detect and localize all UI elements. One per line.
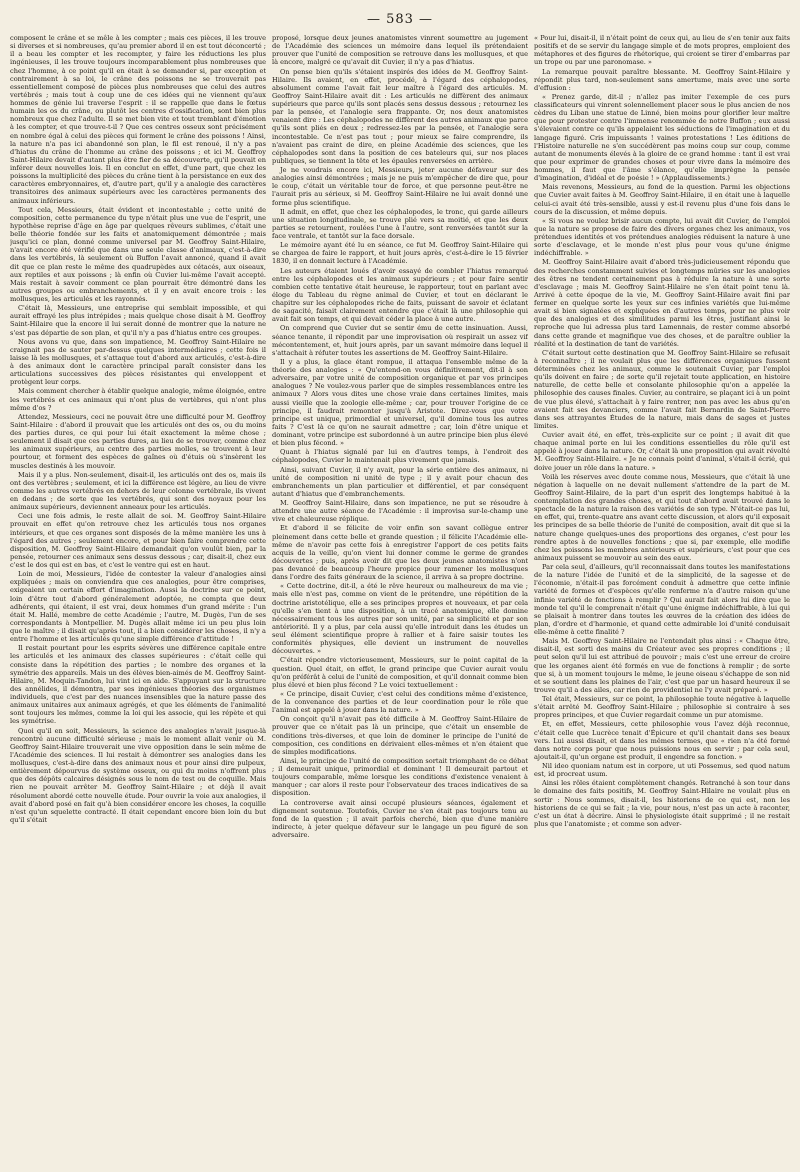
paragraph: Ainsi les rôles étaient complètement changés. Retranché à son tour dans le domaine des faits positifs, M. Geoffroy Saint-Hilaire ne voulait plus en sortir : Nous sommes, disait-il, les historiens de ce qui est, non les historiens de ce qui se fait ; la vie, pour nous, n'est pas un acte à raconter, c'est un état à décrire. Ainsi le physiologiste était supprimé ; il ne restait plus que l'anatomiste ; et comme son adver- — [534, 779, 790, 828]
paragraph: Il restait pourtant pour les esprits sévères une différence capitale entre les articulés et les animaux des classes supérieures : c'était celle qui consiste dans la répétition des parties ; le nombre des organes et la symétrie des appareils. Mais un des élèves bien-aimés de M. Geoffroy Saint-Hilaire, M. Moquin-Tandon, lui vint ici en aide. S'appuyant sur la structure des annélides, il démontra, par ses ingénieuses théories des organismes individuels, que c'est par des nuances insensibles que la nature passe des animaux unitaires aux animaux agrégés, et que les éléments de l'animalité sont toujours les mêmes, comme la loi qui les associe, qui les répète et qui les symétrise. — [10, 644, 266, 726]
paragraph: « Pour lui, disait-il, il n'était point de ceux qui, au lieu de s'en tenir aux faits positifs et de se servir du langage simple et de mots propres, emploient des métaphores et des figures de rhétorique, qui croient se tirer d'embarras par un trope ou par une paronomase. » — [534, 34, 790, 67]
paragraph: Le mémoire ayant été lu en séance, ce fut M. Geoffroy Saint-Hilaire qui se chargea de faire le rapport, et huit jours après, c'est-à-dire le 15 février 1830, il en donnait lecture à l'Académie. — [272, 241, 528, 266]
text-columns — [10, 34, 790, 1164]
paragraph: Mais il y a plus. Non-seulement, disait-il, les articulés ont des os, mais ils ont des vertèbres ; seulement, et ici la différence est légère, au lieu de vivre comme les autres vertébrés en dehors de leur colonne vertébrale, ils vivent en dedans ; de sorte que les vertébrés, qui sont des noyaux pour les animaux supérieurs, deviennent anneaux pour les articulés. — [10, 470, 266, 512]
paragraph: « Si vous ne voulez brisir aucun compte, lui avait dit Cuvier, de l'emploi que la nature se propose de faire des divers organes chez les animaux, vos prétendues identités et vos prétendues analogies réduisent la nature à une sorte d'esclavage, et le monde n'est plus pour vous qu'une énigme indéchiffrable. » — [534, 216, 790, 258]
column-right — [534, 34, 790, 1164]
paragraph: La controverse avait ainsi occupé plusieurs séances, également et dignement soutenue. Toutefois, Cuvier ne s'en était pas toujours tenu au fond de la question ; il avait parfois cherché, bien que d'une manière indirecte, à jeter quelque défaveur sur le langage un peu figuré de son adversaire. — [272, 798, 528, 839]
column-middle — [272, 34, 528, 1164]
paragraph: composent le crâne et se mêle à les compter ; mais ces pièces, il les trouve si diverses et si nombreuses, qu'au premier abord il en est tout déconcerté ; il a beau les compter et les recompter, y faire les réductions les plus ingénieuses, il les trouve toujours incomparablement plus nombreuses que chez l'homme, à ce point qu'il en était à se demander si, par exception et contrairement à sa loi, le crâne des poissons ne se trouverait pas essentiellement composé de pièces plus nombreuses que celui des autres vertébrés ; mais tout à coup une de ces idées qui ne viennent qu'aux hommes de génie lui traverse l'esprit : il se rappelle que dans le fœtus humain les os du crâne, ou plutôt les centres d'ossification, sont bien plus nombreux que chez l'adulte. Il se met bien vite et tout tremblant d'émotion à les compter, et que trouve-t-il ? Que ces centres osseux sont précisément en nombre égal à celui des pièces qui forment le crâne des poissons ! Ainsi, la nature n'a pas ici abandonné son plan, le fil est renoué, il n'y a pas d'hiatus du crâne de l'homme au crâne des poissons ; et ici M. Geoffroy Saint-Hilaire devait d'autant plus être fier de sa découverte, qu'il pouvait en inférer deux nouvelles lois. Il en conclut en effet, d'une part, que chez les poissons la multiplicité des pièces du crâne tient à la persistance en eux des caractères embryonnaires, et, d'autre part, qu'il y a analogie des caractères transitoires des animaux supérieurs avec les caractères permanents des animaux inférieurs. — [10, 34, 266, 205]
paragraph: Nil ideo quoniam natum est in corpore, ut uti Possemus, sed quod natum est, id procreat usum. — [534, 762, 790, 779]
paragraph: « Prenez garde, dit-il ; n'allez pas imiter l'exemple de ces purs classificateurs qui vinrent solennellement placer sous le plus ancien de nos cèdres du Liban une statue de Linné, bien moins pour glorifier leur maître que pour protester contre l'immense renommée de notre Buffon ; eux aussi s'élevaient contre ce qu'ils appelaient les séductions de l'imagination et du langage figuré. Cris impuissants ! vaines protestations ! Les éditions de l'Histoire naturelle ne s'en succédèrent pas moins coup sur coup, comme autant de monuments élevés à la gloire de ce grand homme : tant il est vrai que pour exprimer de grandes choses et pour vivre dans la mémoire des hommes, il faut que l'âme s'élance, qu'elle imprègne la pensée d'imagination, d'idéal et de poésie ! » (Applaudissements.) — [534, 92, 790, 183]
paragraph: C'était répondre victorieusement, Messieurs, sur le point capital de la question. Quel était, en effet, le grand principe que Cuvier aurait voulu qu'on préférât à celui de l'unité de composition, et qu'il donnait comme bien plus élevé et bien plus fécond ? Le voici textuellement : — [272, 656, 528, 689]
paragraph: Nous avons vu que, dans son impatience, M. Geoffroy Saint-Hilaire ne craignait pas de sauter par-dessus quelques intermédiaires ; cette fois il laisse là les mollusques, et s'attaque tout d'abord aux articulés, c'est-à-dire à des animaux dont le caractère principal paraît consister dans les articulations successives des pièces résistantes qui enveloppent et protègent leur corps. — [10, 337, 266, 387]
paragraph: C'était là, Messieurs, une entreprise qui semblait impossible, et qui aurait effrayé les plus intrépides ; mais quelque chose disait à M. Geoffroy Saint-Hilaire que la encore il lui serait donné de montrer que la nature ne s'est pas départie de son plan, et qu'il n'y a pas d'hiatus entre ces groupes. — [10, 304, 266, 337]
column-left — [10, 34, 266, 1164]
paragraph: La remarque pouvait paraître blessante. M. Geoffroy Saint-Hilaire y répondit plus tard, non-seulement sans amertume, mais avec une sorte d'effusion : — [534, 67, 790, 92]
paragraph: « Ce principe, disait Cuvier, c'est celui des conditions même d'existence, de la convenance des parties et de leur coordination pour le rôle que l'animal est appelé à jouer dans la nature. » — [272, 689, 528, 715]
paragraph: On comprend que Cuvier dut se sentir ému de cette insinuation. Aussi, séance tenante, il répondit par une improvisation où respirait un assez vif mécontentement, et, huit jours après, par un savant mémoire dans lequel il s'attachait à réfuter toutes les assertions de M. Geoffroy Saint-Hilaire. — [272, 324, 528, 357]
paragraph: C'était surtout cette destination que M. Geoffroy Saint-Hilaire se refusait à reconnaître ; il ne voulait plus que les différences organiques fussent déterminées chez les animaux, comme le soutenait Cuvier, par l'emploi qu'ils doivent en faire ; de sorte qu'il rejetait toute application, en histoire naturelle, de cette belle et consolante philosophie qu'on a appelée la philosophie des causes finales. Cuvier, au contraire, se plaçant ici à un point de vue plus élevé, s'attachait à y faire rentrer, non pas avec les abus qu'en avaient fait ses devanciers, comme l'avait fait Bernardin de Saint-Pierre dans ses attrayantes Études de la nature, mais dans de sages et justes limites. — [534, 348, 790, 430]
paragraph: Par cela seul, d'ailleurs, qu'il reconnaissait dans toutes les manifestations de la nature l'idée de l'unité et de la simplicité, de la sagesse et de l'économie, n'était-il pas forcément conduit à admettre que cette infinie variété de formes et d'espèces qu'elle renferme n'a d'autre raison qu'une infinie variété de fonctions à remplir ? Qui aurait fait alors lui dire que le monde tel qu'il le comprenait n'était qu'une énigme indéchiffrable, à lui qui se plaisait à montrer dans toutes les œuvres de la création des idées de plan, d'ordre et d'harmonie, et quand cette admirable loi d'unité conduisait elle-même à cette finalité ? — [534, 563, 790, 636]
paragraph: Il admit, en effet, que chez les céphalopodes, le tronc, qui garde ailleurs une situation longitudinale, se trouve plié vers sa moitié, et que les deux parties se retournent, roulées l'une à l'autre, sont renversées tantôt sur la face ventrale, et tantôt sur la face dorsale. — [272, 207, 528, 240]
paragraph: On pense bien qu'ils s'étaient inspirés des idées de M. Geoffroy Saint-Hilaire. Ils avaient, en effet, procédé, à l'égard des céphalopodes, absolument comme l'avait fait leur maître à l'égard des articulés. M. Geoffroy Saint-Hilaire avait dit : Les articulés ne diffèrent des animaux supérieurs que parce qu'ils sont placés sens dessus dessous ; retournez les par la pensée, et l'analogie sera frappante. Or, nos deux anatomistes venaient dire : Les céphalopodes ne diffèrent des autres animaux que parce qu'ils sont pliés en deux ; redressez-les par la pensée, et l'analogie sera incontestable. Ce n'est pas tout ; pour mieux se faire comprendre, ils n'avaient pas craint de dire, en pleine Académie des sciences, que les céphalopodes sont dans la position de ces bateleurs qui, sur nos places publiques, se tiennent la tête et les épaules renversées en arrière. — [272, 67, 528, 165]
paragraph: Ainsi, suivant Cuvier, il n'y avait, pour la série entière des animaux, ni unité de composition ni unité de type ; il y avait pour chacun des embranchements un plan particulier et différentiel, et par conséquent autant d'hiatus que d'embranchements. — [272, 465, 528, 498]
paragraph: Et d'abord il se félicite de voir enfin son savant collègue entrer pleinement dans cette belle et grande question ; il félicite l'Académie elle-même de n'avoir pas cette fois à enregistrer l'apport de ces petits faits acquis de la veille, qu'on vient lui donner comme le germe de grandes découvertes ; puis, après avoir dit que les deux jeunes anatomistes n'ont pas devancé de beaucoup l'heure propice pour ramener les mollusques dans l'ordre des faits généraux de la science, il arriva à sa propre doctrine. — [272, 524, 528, 582]
paragraph: Mais M. Geoffroy Saint-Hilaire ne l'entendait plus ainsi : « Chaque être, disait-il, est sorti des mains du Créateur avec ses propres conditions ; il peut selon qu'il lui est attribué de pouvoir ; mais c'est une erreur de croire que les organes aient été formés en vue de fonctions à remplir ; de sorte que si, à un moment toujours le même, le jeune oiseau s'échappe de son nid et se soutient dans les plaines de l'air, c'est que par un hasard heureux il se trouve qu'il a des ailes, car rien de providentiel ne l'y avait préparé. » — [534, 637, 790, 694]
paragraph: proposé, lorsque deux jeunes anatomistes vinrent soumettre au jugement de l'Académie des sciences un mémoire dans lequel ils prétendaient prouver que l'unité de composition se retrouve dans les mollusques, et que là encore, malgré ce qu'avait dit Cuvier, il n'y a pas d'hiatus. — [272, 34, 528, 67]
paragraph: Et, en effet, Messieurs, cette philosophie vous l'avez déjà reconnue, c'était celle que Lucrèce tenait d'Épicure et qu'il chantait dans ses beaux vers. Lui aussi disait, et dans les mêmes termes, que « rien n'a été formé dans notre corps pour que nous puissions nous en servir ; par cela seul, ajoutait-il, qu'un organe est produit, il engendre sa fonction. » — [534, 720, 790, 761]
paragraph: Les auteurs étaient loués d'avoir essayé de combler l'hiatus remarqué entre les céphalopodes et les animaux supérieurs ; et pour faire sentir combien cette tentative était heureuse, le rapporteur, tout en parlant avec éloge du Tableau du règne animal de Cuvier, et tout en déclarant le chapitre sur les céphalopodes riche de faits, puissant de savoir et éclatant de sagacité, faisait clairement entendre que c'était là une philosophie qui avait fait son temps, et qui devait céder la place à une autre. — [272, 266, 528, 324]
paragraph: Quant à l'hiatus signalé par lui en d'autres temps, à l'endroit des céphalopodes, Cuvier le maintenait plus vivement que jamais. — [272, 448, 528, 465]
paragraph: « Cette doctrine, dit-il, a été le rêve heureux ou malheureux de ma vie ; mais elle n'est pas, comme on vient de le prétendre, une répétition de la doctrine aristotélique, elle a ses principes propres et nouveaux, et par cela qu'elle s'en tient à une disposition, à un tracé anatomique, elle domine nécessairement tous les autres par son unité, par sa simplicité et par son antériorité. Il y a plus, par cela aussi qu'elle introduit dans les études un seul élément scientifique propre à rallier et à faire saisir toutes les conformités physiques, elle devient un instrument de nouvelles découvertes. » — [272, 582, 528, 656]
paragraph: Ainsi, le principe de l'unité de composition sortait triomphant de ce débat ; il demeurait unique, primordial et dominant ! Il demeurait partout et toujours comparable, même lorsque les conditions d'existence venaient à manquer ; car alors il reste pour l'observateur des traces indicatives de sa disposition. — [272, 756, 528, 798]
paragraph: Il y a plus, la glace étant rompue, il attaqua l'ensemble même de la théorie des analogies : « Qu'entend-on vous définitivement, dit-il à son adversaire, par votre unité de composition organique et par vos principes analogues ? Ne voulez-vous parler que de simples ressemblances entre les animaux ? Alors vous dites une chose vraie dans certaines limites, mais aussi vieille que la zoologie elle-même ; car, pour trouver l'origine de ce principe, il faudrait remonter jusqu'à Aristote. Direz-vous que votre principe est unique, primordial et universel, qu'il domine tous les autres faits ? C'est là ce qu'on ne saurait admettre ; car, loin d'être unique et dominant, votre principe est subordonné à un autre principe bien plus élevé et bien plus fécond. » — [272, 357, 528, 448]
paragraph: M. Geoffroy Saint-Hilaire avait d'abord très-judicieusement répondu que des recherches constamment suivies et longtemps mûries sur les analogies des êtres ne tendent certainement pas à réduire la nature à une sorte d'esclavage ; mais M. Geoffroy Saint-Hilaire ne s'en était point tenu là. Arrivé à cette époque de la vie, M. Geoffroy Saint-Hilaire avait fini par fermer en quelque sorte les yeux sur ces infinies variétés que lui-même avait si bien signalées et expliquées en d'autres temps, pour ne plus voir que des analogies et des similitudes parmi les êtres, justifiant ainsi le reproche que lui adressa plus tard Lamennais, de rester comme absorbé dans cette grande et magnifique vue des choses, et de paraître oublier la réalité et la destination de tant de variétés. — [534, 258, 790, 348]
paragraph: Loin de moi, Messieurs, l'idée de contester la valeur d'analogies ainsi expliquées ; mais on conviendra que ces analogies, pour être comprises, exigeaient un certain effort d'imagination. Aussi la doctrine sur ce point, loin d'être tout d'abord généralement adoptée, ne compta que deux adhérents, qui étaient, il est vrai, deux hommes d'un grand mérite : l'un était M. Hallé, membre de cette Académie ; l'autre, M. Dugès, l'un de ses correspondants à Montpellier. M. Dugès allait même ici un peu plus loin que le maître ; il disait qu'après tout, il a bien considérer les choses, il n'y a entre l'homme et les articulés qu'une simple différence d'attitude ! — [10, 570, 266, 644]
paragraph: Mais comment chercher à établir quelque analogie, même éloignée, entre les vertébrés et ces animaux qui n'ont plus de vertèbres, qui n'ont plus même d'os ? — [10, 387, 266, 412]
paragraph: Tout cela, Messieurs, était évident et incontestable ; cette unité de composition, cette permanence du type n'était plus une vue de l'esprit, une hypothèse reprise d'âge en âge par quelques rêveurs sublimes, c'était une belle théorie fondée sur les faits et anatomiquement démontrée ; mais jusqu'ici ce plan, donné comme universel par M. Geoffroy Saint-Hilaire, n'avait encore été vérifié que dans une seule classe d'animaux, c'est-à-dire dans les vertébrés, là seulement où Buffon l'avait annoncé, quand il avait dit que ce plan reste le même des quadrupèdes aux cétacés, aux oiseaux, aux reptiles et aux poissons ; là enfin où Cuvier lui-même l'avait accepté. Mais restait à savoir comment ce plan pourrait être démontré dans les autres groupes ou embranchements, et il y en avait encore trois : les mollusques, les articulés et les rayonnés. — [10, 205, 266, 303]
paragraph: Voilà les réserves avec doute comme nous, Messieurs, que c'était là une négation à laquelle on ne devait nullement s'attendre de la part de M. Geoffroy Saint-Hilaire, de la part d'un esprit des longtemps habitué à la contemplation des grandes choses, et qui tout d'abord avait trouvé dans le spectacle de la nature la raison des variétés de son type. N'était-ce pas lui, en effet, qui, trente-quatre ans avant cette discussion, et alors qu'il exposait les principes de sa belle théorie de l'unité de composition, avait dit que si la nature change quelques-unes des proportions des organes, c'est pour les rendre aptes à de nouvelles fonctions ; que si, par exemple, elle modifie chez les poissons les membres antérieurs et supérieurs, c'est pour que ces animaux puissent se mouvoir au sein des eaux. — [534, 472, 790, 562]
paragraph: Cuvier avait été, en effet, très-explicite sur ce point ; il avait dit que chaque animal porte en lui les conditions essentielles du rôle qu'il est appelé à jouer dans la nature. Or, c'était là une proposition qui avait révolté M. Geoffroy Saint-Hilaire. « Je ne connais point d'animal, s'était-il écrié, qui doive jouer un rôle dans la nature. » — [534, 431, 790, 472]
paragraph: Mais revenons, Messieurs, au fond de la question. Parmi les objections que Cuvier avait faites à M. Geoffroy Saint-Hilaire, il en était une à laquelle celui-ci avait été très-sensible, aussi y est-il revenu plus d'une fois dans le cours de la discussion, et même depuis. — [534, 183, 790, 216]
paragraph: Ceci une fois admis, le reste allait de soi. M. Geoffroy Saint-Hilaire prouvait en effet qu'on retrouve chez les articulés tous nos organes intérieurs, et que ces organes sont disposés de la même manière les uns à l'égard des autres ; seulement encore, et pour bien faire comprendre cette disposition, M. Geoffroy Saint-Hilaire demandait qu'on voulût bien, par la pensée, retourner ces animaux sens dessus dessous ; car, disait-il, chez eux c'est le dos qui est en bas, et c'est le ventre qui est en haut. — [10, 512, 266, 569]
paragraph: Je ne voudrais encore ici, Messieurs, jeter aucune défaveur sur des analogies ainsi démontrées ; mais je ne puis m'empêcher de dire que, pour le coup, c'était un véritable tour de force, et que personne peut-être ne l'aurait pris au sérieux, si M. Geoffroy Saint-Hilaire ne lui avait donné une forme plus scientifique. — [272, 166, 528, 207]
paragraph: Quoi qu'il en soit, Messieurs, la science des analogies n'avait jusque-là rencontré aucune difficulté sérieuse ; mais le moment allait venir où M. Geoffroy Saint-Hilaire trouverait une vive opposition dans le sein même de l'Académie des sciences. Il lui restait à démontrer ses analogies dans les mollusques, c'est-à-dire dans des animaux nous et pour ainsi dire pulpeux, entièrement dépourvus de système osseux, ou qui du moins n'offrent plus que des dépôts calcaires désignés sous le nom de test ou de coquille. Mais rien ne pouvait arrêter M. Geoffroy Saint-Hilaire ; et déjà il avait résolument abordé cette nouvelle étude. Pour ouvrir la voie aux analogies, il avait d'abord posé en fait qu'à bien considérer encore les choses, la coquille n'est qu'un squelette contracté. Il était cependant encore bien loin du but qu'il s'était — [10, 726, 266, 824]
page-number: — 583 — — [366, 12, 434, 27]
paragraph: Attendez, Messieurs, ceci ne pouvait être une difficulté pour M. Geoffroy Saint-Hilaire : d'abord il prouvait que les articulés ont des os, ou du moins des parties dures, ce qui pour lui était exactement la même chose ; seulement il disait que ces parties dures, au lieu de se trouver, comme chez les animaux supérieurs, au centre des parties molles, se trouvent à leur pourtour, et forment des espèces de gaînes où d'étuis où s'insèrent les muscles destinés à les mouvoir. — [10, 412, 266, 470]
paragraph: M. Geoffroy Saint-Hilaire, dans son impatience, ne put se résoudre à attendre une autre séance de l'Académie : il improvisa sur-le-champ une vive et chaleureuse réplique. — [272, 499, 528, 524]
paragraph: On conçoit qu'il n'avait pas été difficile à M. Geoffroy Saint-Hilaire de prouver que ce n'était pas là un principe, que c'était un ensemble de conditions très-diverses, et que loin de dominer le principe de l'unité de composition, ces conditions en dérivaient elles-mêmes et n'en étaient que de simples modifications. — [272, 715, 528, 756]
paragraph: Tel était, Messieurs, sur ce point, la philosophie toute négative à laquelle s'était arrêté M. Geoffroy Saint-Hilaire ; philosophie si contraire à ses propres principes, et que Cuvier regardait comme un pur atomisme. — [534, 695, 790, 720]
